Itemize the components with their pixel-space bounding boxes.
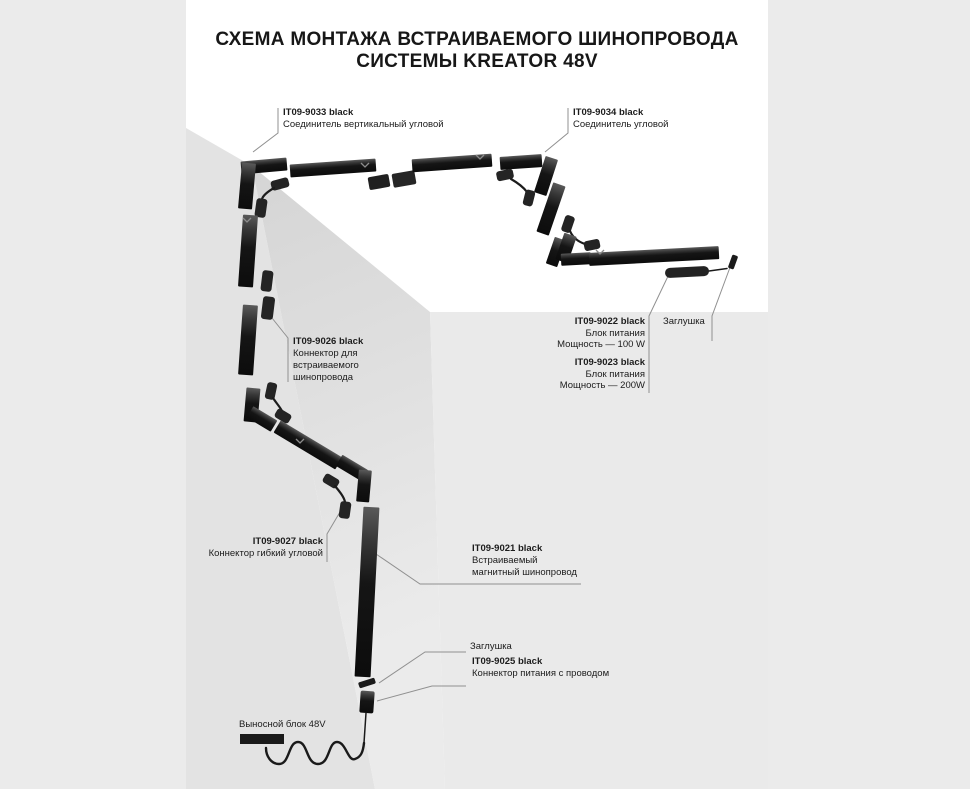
label-9034 [573, 107, 668, 131]
part-name: Соединитель угловой [573, 119, 669, 130]
part-name: Коннектор питания с проводом [472, 668, 610, 679]
part-name-line: Мощность — 100 W [557, 339, 645, 350]
label-9021 [472, 543, 577, 579]
part-code: IT09-9026 black [293, 336, 364, 347]
part-name-line: встраиваемого [293, 360, 359, 371]
diagram-title-line-1: СХЕМА МОНТАЖА ВСТРАИВАЕМОГО ШИНОПРОВОДА [215, 29, 739, 50]
label-9027 [123, 536, 323, 560]
label-9026 [293, 336, 363, 384]
label-endcap-bottom: Заглушка [470, 641, 512, 652]
part-code: IT09-9023 black [574, 357, 645, 368]
part-name-line: магнитный шинопровод [472, 567, 577, 578]
part-name-line: Блок питания [585, 368, 645, 380]
diagram-title-line-2: СИСТЕМЫ KREATOR 48V [356, 51, 598, 72]
label-9033 [283, 107, 444, 131]
part-name: Соединитель вертикальный угловой [283, 119, 444, 130]
part-code: IT09-9033 black [283, 107, 354, 118]
part-name-line: Коннектор для [293, 348, 358, 359]
part-name: Коннектор гибкий угловой [208, 548, 323, 559]
part-code: IT09-9034 black [573, 107, 644, 118]
label-endcap-top: Заглушка [663, 316, 705, 327]
label-external-block: Выносной блок 48V [239, 719, 326, 730]
part-code: IT09-9025 black [472, 656, 543, 667]
part-code: IT09-9027 black [252, 536, 323, 547]
part-code: IT09-9022 black [574, 316, 645, 327]
label-9023 [445, 357, 645, 392]
part-name-line: Блок питания [585, 327, 645, 339]
part-name-line: Встраиваемый [472, 555, 538, 566]
part-name-line: шинопровода [293, 372, 354, 383]
part-name-line: Мощность — 200W [559, 380, 645, 391]
label-9022 [445, 316, 645, 351]
part-code: IT09-9021 black [472, 543, 543, 554]
external-block-box [240, 734, 284, 744]
label-9025 [472, 656, 609, 680]
